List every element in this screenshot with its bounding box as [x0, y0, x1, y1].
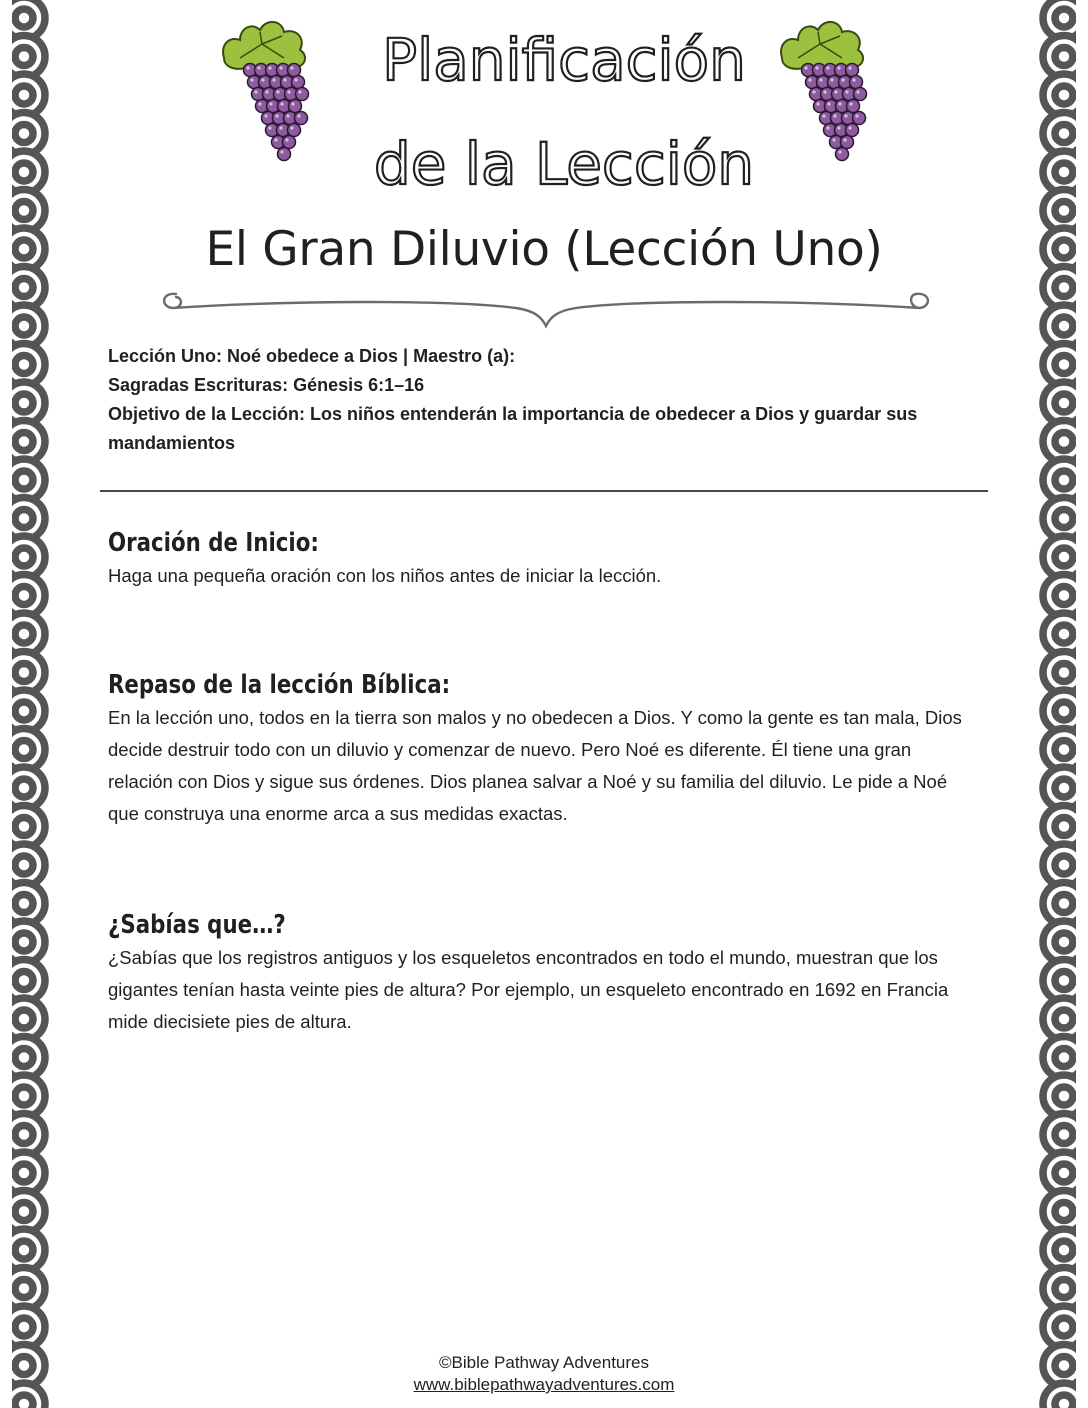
lesson-title: El Gran Diluvio (Lección Uno) [205, 222, 883, 277]
heading-line-1: Planificación [382, 26, 746, 94]
prayer-section [108, 528, 978, 592]
scripture-line: Sagradas Escrituras: Génesis 6:1–16 [108, 375, 425, 395]
website-link[interactable]: www.biblepathwayadventures.com [413, 1375, 675, 1394]
flourish-divider [156, 278, 936, 332]
lesson-planning-heading [300, 8, 828, 198]
footer [0, 1352, 1088, 1396]
section-heading: Oración de Inicio: [108, 528, 319, 558]
copyright-text: ©Bible Pathway Adventures [438, 1353, 650, 1372]
section-body: ¿Sabías que los registros antiguos y los esqueletos encontrados en todo el mundo, muestran que los gigantes tenían hasta veinte pies de altura? Por ejemplo, un esqueleto encontrado en 1692 en Francia mide diecisiete pies de altura. [108, 947, 949, 1032]
divider-line [100, 490, 988, 492]
right-page-border [1012, 0, 1076, 1408]
section-body: En la lección uno, todos en la tierra son malos y no obedecen a Dios. Y como la gente es tan mala, Dios decide destruir todo con un diluvio y comenzar de nuevo. Pero Noé es diferente. Él tiene una gran relación con Dios y sigue sus órdenes. Dios planea salvar a Noé y su familia del diluvio. Le pide a Noé que construya una enorme arca a sus medidas exactas. [108, 707, 962, 824]
review-section [108, 670, 978, 830]
left-page-border [12, 0, 76, 1408]
section-body: Haga una pequeña oración con los niños antes de iniciar la lección. [108, 565, 662, 586]
objective-line: Objetivo de la Lección: Los niños entenderán la importancia de obedecer a Dios y guardar sus mandamientos [108, 404, 918, 453]
did-you-know-section [108, 910, 978, 1038]
heading-line-2: de la Lección [373, 130, 755, 198]
lesson-line: Lección Uno: Noé obedece a Dios | Maestro (a): [108, 346, 516, 366]
lesson-info [108, 342, 978, 458]
section-heading: ¿Sabías que…? [108, 910, 286, 940]
section-heading: Repaso de la lección Bíblica: [108, 670, 451, 700]
